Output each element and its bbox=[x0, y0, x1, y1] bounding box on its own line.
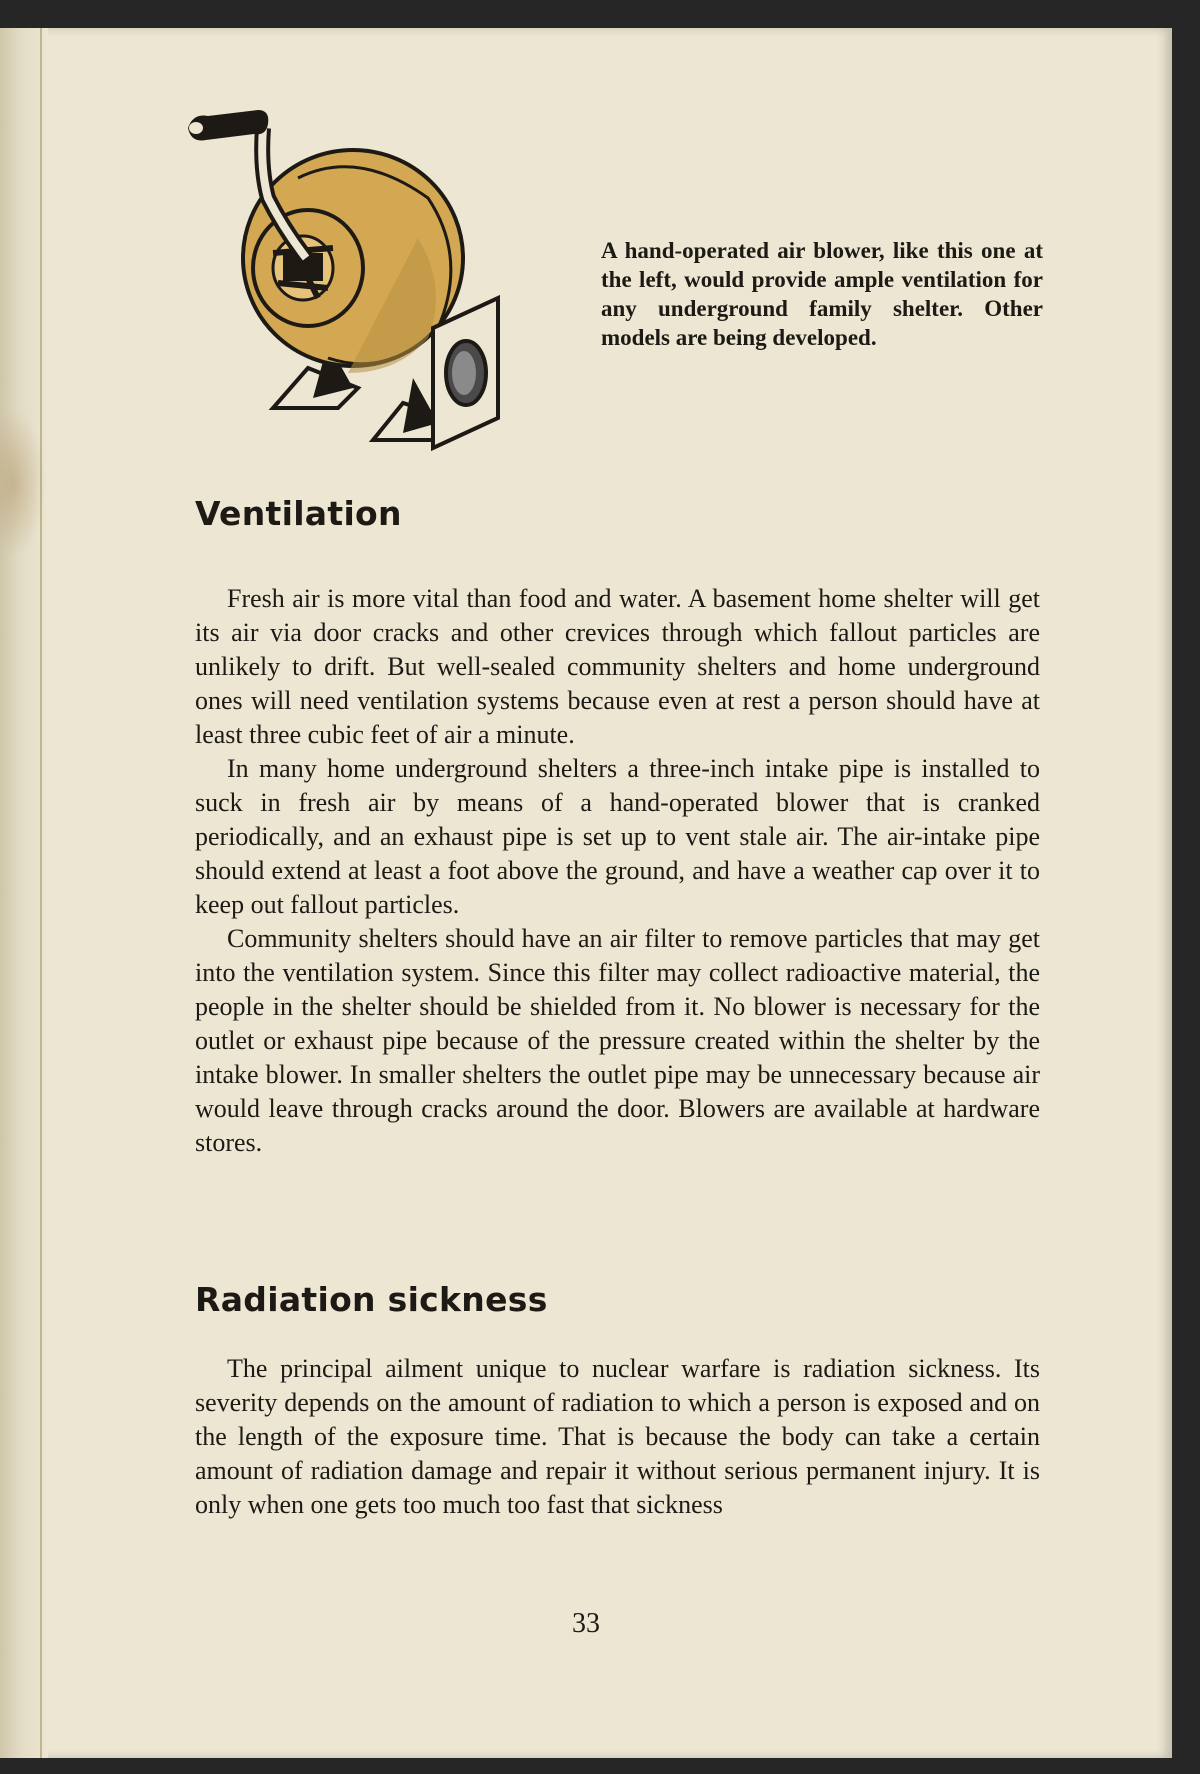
book-page bbox=[0, 28, 1172, 1758]
figure-caption: A hand-operated air blower, like this one at the left, would provide ample ventilation for any underground family shelter. Other models are being developed. bbox=[601, 238, 1043, 350]
air-blower-illustration bbox=[188, 88, 578, 488]
section-heading-radiation-sickness: Radiation sickness bbox=[195, 1280, 548, 1319]
ventilation-body bbox=[195, 582, 1040, 1160]
paragraph: Community shelters should have an air filter to remove particles that may get into the ventilation system. Since this filter may collect radioactive material, the people in the shelter should be shielded from it. No blower is necessary for the outlet or exhaust pipe because of the pressure created within the shelter by the intake blower. In smaller shelters the outlet pipe may be unnecessary because air would leave through cracks around the door. Blowers are available at hardware stores. bbox=[195, 924, 1040, 1157]
section-heading-ventilation: Ventilation bbox=[195, 494, 402, 533]
paragraph: Fresh air is more vital than food and water. A basement home shelter will get its air via door cracks and other crevices through which fallout particles are unlikely to drift. But well-sealed community shelters and home underground ones will need ventilation systems because even at rest a person should have at least three cubic feet of air a minute. bbox=[195, 584, 1040, 749]
page-stain bbox=[0, 408, 46, 558]
binding-line bbox=[40, 28, 42, 1758]
paragraph: The principal ailment unique to nuclear warfare is radiation sickness. Its severity depends on the amount of radiation to which a person is exposed and on the length of the exposure time. That is because the body can take a certain amount of radiation damage and repair it without serious permanent injury. It is only when one gets too much too fast that sickness bbox=[195, 1354, 1040, 1519]
page-number: 33 bbox=[572, 1608, 600, 1639]
radiation-sickness-body bbox=[195, 1352, 1040, 1522]
paragraph: In many home underground shelters a three-inch intake pipe is installed to suck in fresh air by means of a hand-operated blower that is cranked periodically, and an exhaust pipe is set up to vent stale air. The air-intake pipe should extend at least a foot above the ground, and have a weather cap over it to keep out fallout particles. bbox=[195, 754, 1040, 919]
